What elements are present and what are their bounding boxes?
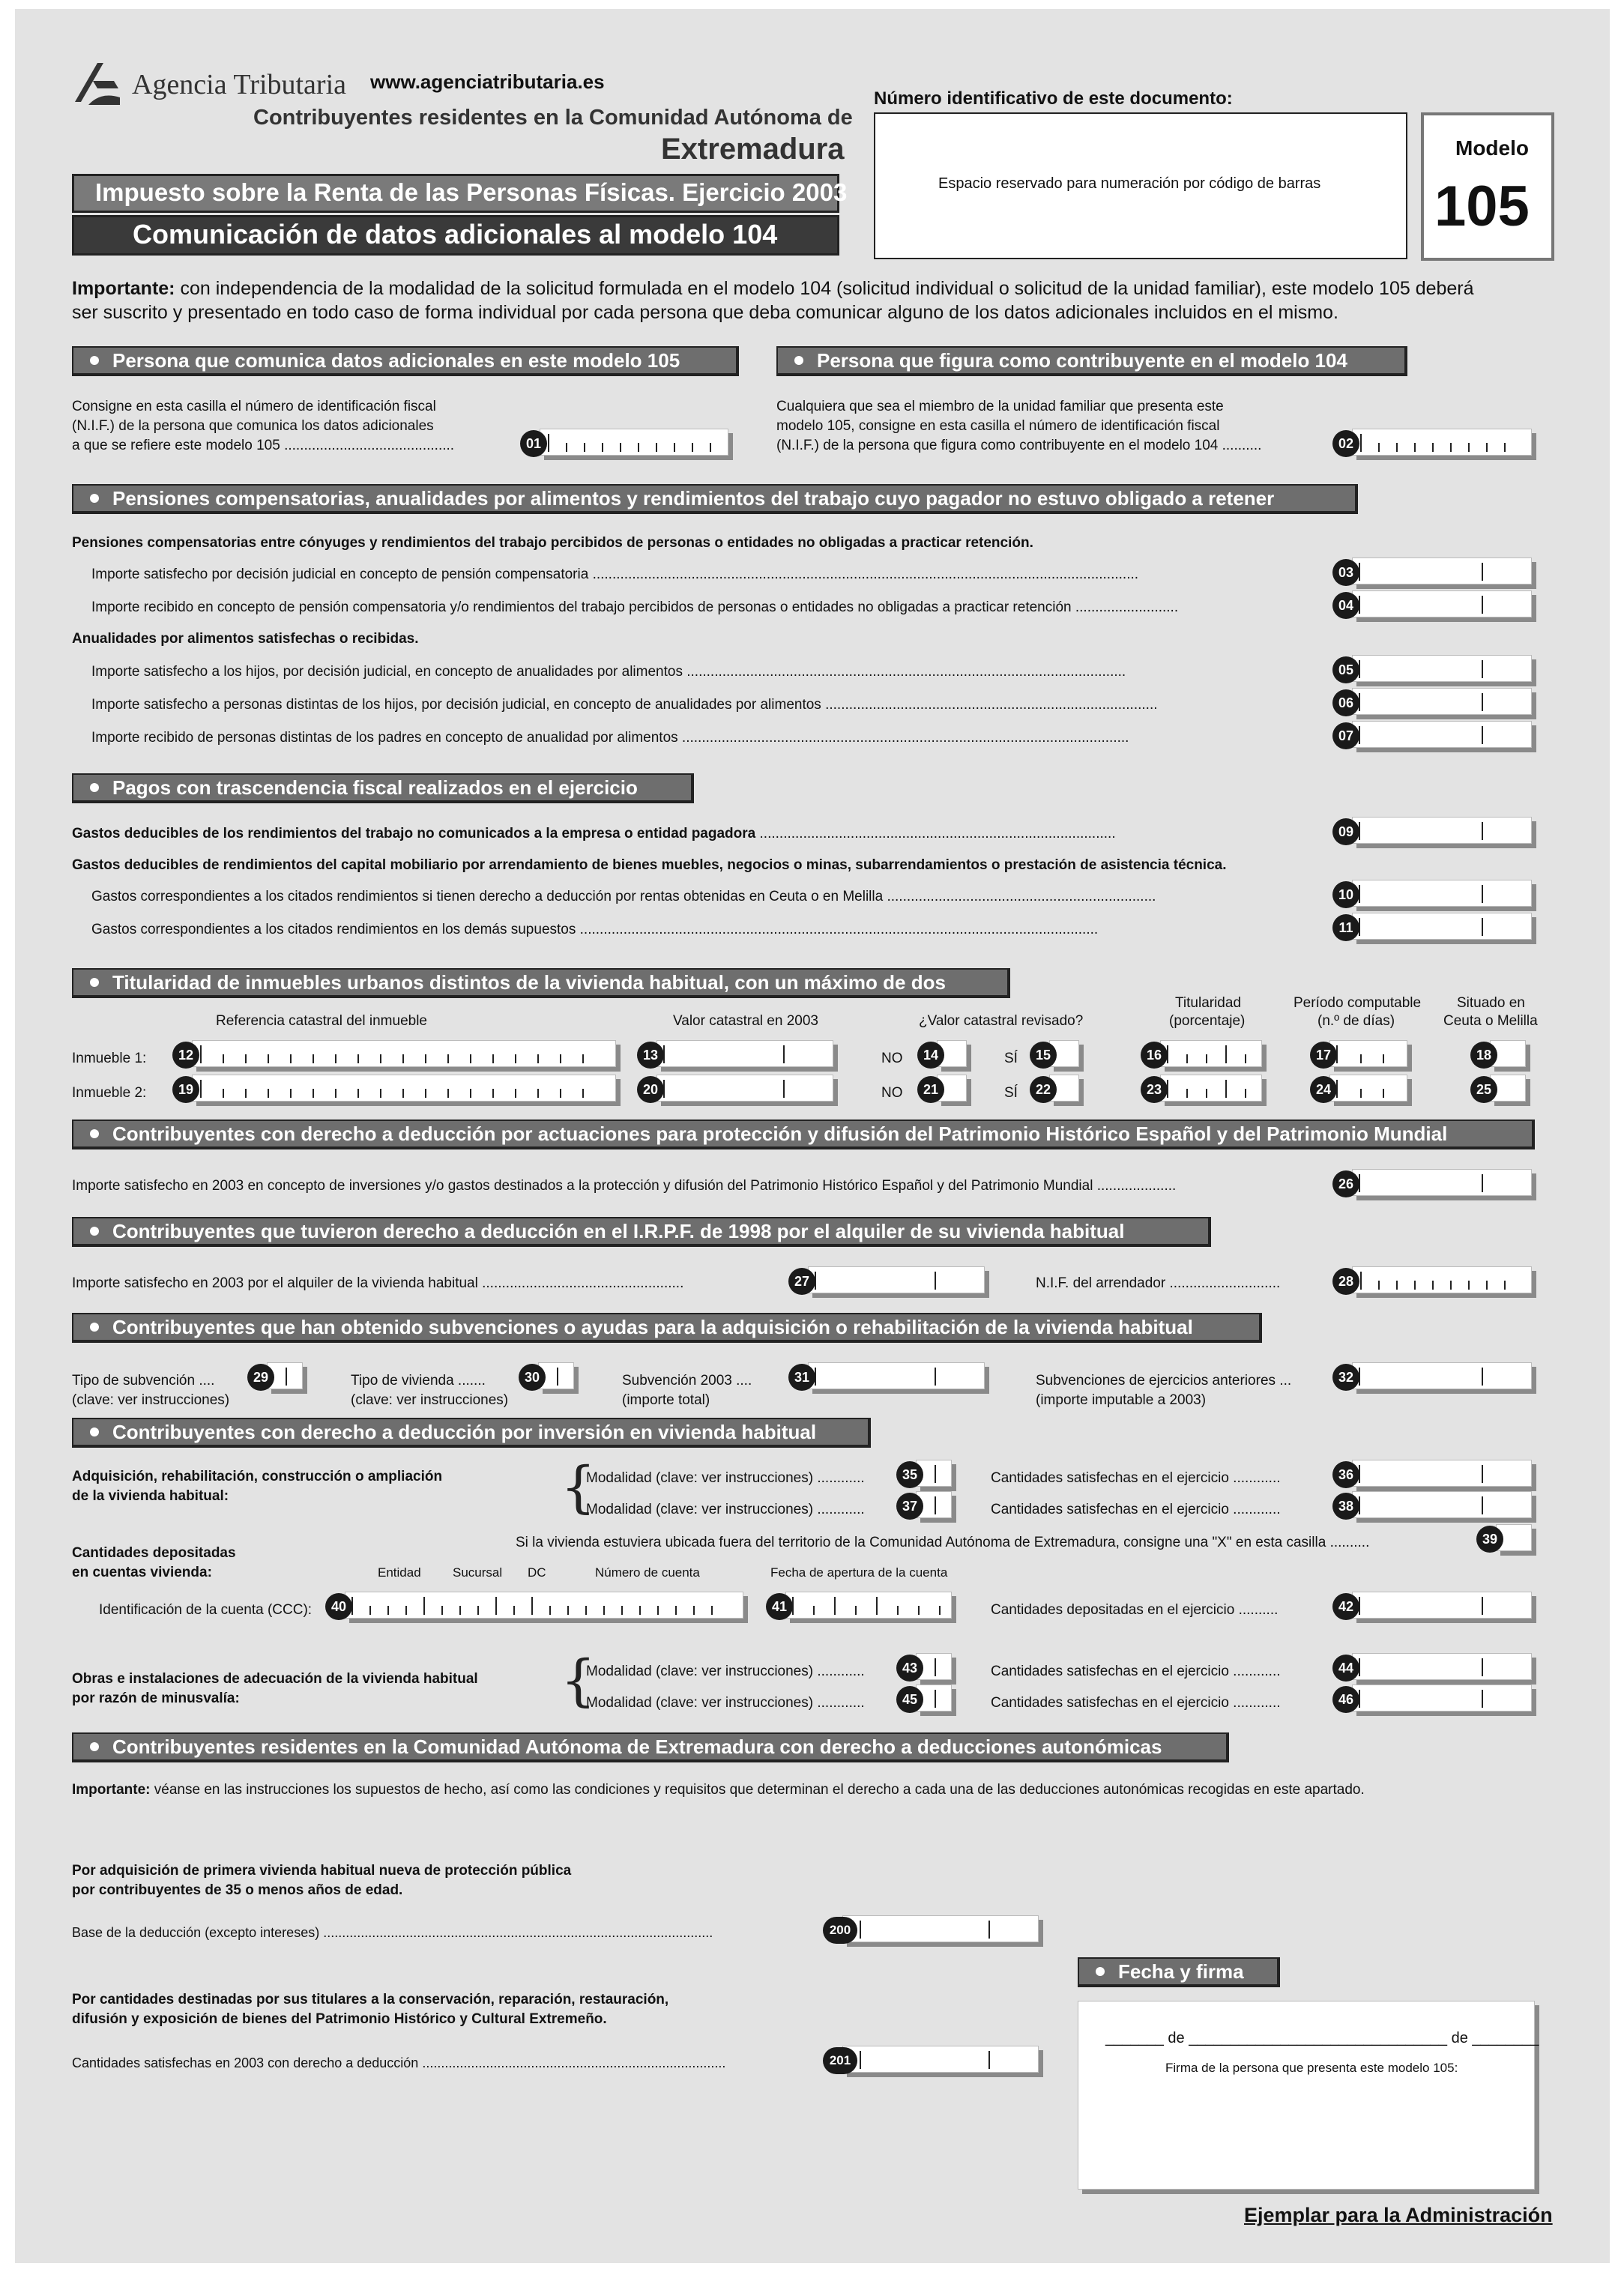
col-fecha: Fecha de apertura de la cuenta (770, 1565, 948, 1580)
agency-logo (70, 58, 124, 111)
section-title: Contribuyentes que han obtenido subvenciones o ayudas para la adquisición o rehabilitación de la vivienda habitual (112, 1316, 1193, 1338)
casilla-07: 07 (1332, 722, 1359, 749)
brace-icon: { (561, 1649, 597, 1713)
casilla-44: 44 (1332, 1655, 1359, 1682)
date-line: _______ de _______________________________ de ________ (1105, 2030, 1539, 2046)
primera-vivienda-heading2: por contribuyentes de 35 o menos años de edad. (72, 1882, 403, 1898)
amount-field-27[interactable] (808, 1266, 985, 1293)
no-label: NO (881, 1051, 903, 1066)
titularidad-field-23[interactable] (1160, 1075, 1262, 1102)
section-patrimonio (72, 1120, 1535, 1149)
amount-field-32[interactable] (1352, 1362, 1532, 1389)
casilla-29: 29 (247, 1364, 274, 1391)
casilla-06: 06 (1332, 689, 1359, 716)
casilla-13: 13 (637, 1042, 664, 1069)
casilla-10: 10 (1332, 881, 1359, 908)
casilla-25: 25 (1470, 1076, 1497, 1103)
persona-right-text1: Cualquiera que sea el miembro de la unidad familiar que presenta este (776, 399, 1224, 414)
casilla-22: 22 (1030, 1076, 1057, 1103)
pagos-heading: Gastos deducibles de rendimientos del capital mobiliario por arrendamiento de bienes muebles, negocios o minas, subarrendamientos o prestación de asistencia técnica. (72, 857, 1227, 873)
periodo-field-24[interactable] (1329, 1075, 1407, 1102)
section-pensiones (72, 484, 1358, 514)
signature-label: Firma de la persona que presenta este modelo 105: (1165, 2061, 1458, 2075)
importante-bold: Importante: (72, 1782, 151, 1798)
amount-field-36[interactable] (1352, 1460, 1532, 1487)
col-sucursal: Sucursal (453, 1565, 503, 1580)
casilla-31: 31 (788, 1364, 815, 1391)
fecha-field-41[interactable] (785, 1592, 952, 1619)
casilla-42: 42 (1332, 1593, 1359, 1620)
line-09-label: Gastos deducibles de los rendimientos del trabajo no comunicados a la empresa o entidad pagadora (72, 826, 756, 842)
casilla-41: 41 (766, 1593, 793, 1620)
patrimonio-ext-heading: Por cantidades destinadas por sus titulares a la conservación, reparación, restauración, (72, 1992, 669, 2007)
section-contribuyente (776, 346, 1407, 376)
casilla-38: 38 (1332, 1493, 1359, 1520)
valor-field-20[interactable] (656, 1075, 833, 1102)
section-title: Pagos con trascendencia fiscal realizados en el ejercicio (112, 776, 638, 799)
bullet-icon (90, 356, 99, 365)
amount-field-38[interactable] (1352, 1491, 1532, 1518)
line-07: Importe recibido de personas distintas de los padres en concepto de anualidad por alimentos ................................................................................................................. (91, 730, 1129, 746)
intro-text1: con independencia de la modalidad de la solicitud formulada en el modelo 104 (solicitud individual o solicitud de la unidad familiar), este modelo 105 deberá (180, 278, 1474, 299)
ccc-label: Identificación de la cuenta (CCC): (99, 1602, 313, 1618)
bullet-icon (90, 1129, 99, 1138)
bullet-icon (90, 783, 99, 792)
pensiones-heading1: Pensiones compensatorias entre cónyuges y rendimientos del trabajo percibidos de personas o entidades no obligadas a practicar retención. (72, 535, 1033, 551)
casilla-05: 05 (1332, 656, 1359, 683)
col-periodo: Período computable (1294, 995, 1422, 1011)
section-title: Contribuyentes con derecho a deducción por actuaciones para protección y difusión del Patrimonio Histórico Español y del Patrimonio Mundial (112, 1123, 1448, 1145)
ccc-field-40[interactable] (345, 1592, 743, 1619)
bullet-icon (794, 356, 803, 365)
section-pagos (72, 773, 694, 803)
casilla-26: 26 (1332, 1170, 1359, 1197)
cantidades-46-label: Cantidades satisfechas en el ejercicio ............ (991, 1695, 1281, 1711)
col-situado: Situado en (1457, 995, 1525, 1011)
section-inversion (72, 1418, 871, 1448)
autonomicas-importante (72, 1782, 1365, 1798)
casilla-16: 16 (1141, 1042, 1168, 1069)
si-label: SÍ (1004, 1085, 1018, 1101)
col-revisado: ¿Valor catastral revisado? (919, 1013, 1084, 1029)
primera-vivienda-heading: Por adquisición de primera vivienda habitual nueva de protección pública (72, 1863, 572, 1879)
bullet-icon (90, 1227, 99, 1236)
modelo-box (1421, 112, 1554, 261)
amount-field-31[interactable] (808, 1362, 985, 1389)
form-subtitle: Comunicación de datos adicionales al modelo 104 (72, 215, 839, 256)
line-10: Gastos correspondientes a los citados rendimientos si tienen derecho a deducción por rentas obtenidas en Ceuta o en Melilla .................................................................... (91, 889, 1156, 904)
section-subvenciones (72, 1313, 1262, 1343)
casilla-45: 45 (896, 1686, 923, 1713)
casilla-36: 36 (1332, 1461, 1359, 1488)
line-30-label: Tipo de vivienda ....... (351, 1373, 486, 1389)
amount-field-44[interactable] (1352, 1653, 1532, 1680)
bullet-icon (90, 494, 99, 503)
amount-field-04[interactable] (1352, 590, 1532, 617)
si-label: SÍ (1004, 1051, 1018, 1066)
referencia-field-12[interactable] (192, 1040, 616, 1067)
residents-line: Contribuyentes residentes en la Comunidad Autónoma de (253, 106, 853, 130)
line-06: Importe satisfecho a personas distintas de los hijos, por decisión judicial, en concepto de anualidades por alimentos .................................................................................... (91, 697, 1158, 713)
modalidad-45-label: Modalidad (clave: ver instrucciones) ............ (586, 1695, 865, 1711)
casilla-35: 35 (896, 1461, 923, 1488)
logo-text: Agencia Tributaria (132, 69, 347, 100)
amount-field-11[interactable] (1352, 913, 1532, 940)
depositadas-ejercicio-label: Cantidades depositadas en el ejercicio .......... (991, 1602, 1279, 1618)
casilla-01: 01 (520, 430, 547, 457)
amount-field-09[interactable] (1352, 817, 1532, 844)
col-titularidad-sub: (porcentaje) (1169, 1013, 1246, 1029)
nif-field-02[interactable] (1352, 429, 1532, 456)
modelo-number: 105 (1434, 175, 1530, 238)
footer-copy-label: Ejemplar para la Administración (1244, 2204, 1553, 2226)
line-30-sub: (clave: ver instrucciones) (351, 1392, 509, 1408)
section-title: Titularidad de inmuebles urbanos distintos de la vivienda habitual, con un máximo de dos (112, 971, 946, 994)
depositadas-label: Cantidades depositadas (72, 1545, 236, 1561)
doc-id-label: Número identificativo de este documento: (874, 88, 1233, 109)
line-09-dots: .......................................................................................... (759, 826, 1116, 842)
bullet-icon (90, 1323, 99, 1332)
casilla-23: 23 (1141, 1076, 1168, 1103)
casilla-43: 43 (896, 1655, 923, 1682)
casilla-32: 32 (1332, 1364, 1359, 1391)
line-27: Importe satisfecho en 2003 por el alquiler de la vivienda habitual ................................................... (72, 1275, 684, 1291)
intro-line1 (72, 277, 1474, 300)
bullet-icon (90, 1427, 99, 1436)
casilla-30: 30 (519, 1364, 546, 1391)
section-title: Contribuyentes que tuvieron derecho a deducción en el I.R.P.F. de 1998 por el alquiler de su vivienda habitual (112, 1220, 1125, 1242)
line-29-sub: (clave: ver instrucciones) (72, 1392, 230, 1408)
persona-left-text1: Consigne en esta casilla el número de identificación fiscal (72, 399, 436, 414)
amount-field-10[interactable] (1352, 880, 1532, 907)
cantidades-36-label: Cantidades satisfechas en el ejercicio ............ (991, 1470, 1281, 1486)
referencia-field-19[interactable] (192, 1075, 616, 1102)
form-title: Impuesto sobre la Renta de las Personas Físicas. Ejercicio 2003 (72, 174, 839, 213)
casilla-200: 200 (823, 1917, 857, 1944)
section-autonomicas (72, 1732, 1229, 1762)
modalidad-37-label: Modalidad (clave: ver instrucciones) ............ (586, 1502, 865, 1517)
casilla-40: 40 (325, 1593, 352, 1620)
barcode-area (874, 112, 1407, 259)
modelo-label: Modelo (1455, 136, 1529, 160)
casilla-27: 27 (788, 1268, 815, 1295)
modalidad-35-label: Modalidad (clave: ver instrucciones) ............ (586, 1470, 865, 1486)
line-201: Cantidades satisfechas en 2003 con derecho a deducción ................................................................................. (72, 2055, 726, 2070)
line-32-label: Subvenciones de ejercicios anteriores ... (1036, 1373, 1292, 1389)
casilla-46: 46 (1332, 1686, 1359, 1713)
casilla-17: 17 (1310, 1042, 1337, 1069)
persona-right-text3: (N.I.F.) de la persona que figura como contribuyente en el modelo 104 .......... (776, 438, 1262, 453)
amount-field-200[interactable] (842, 1915, 1039, 1942)
periodo-field-17[interactable] (1329, 1040, 1407, 1067)
importante-text: véanse en las instrucciones los supuestos de hecho, así como las condiciones y requisitos que determinan el derecho a cada una de las deducciones autonómicas recogidas en este apartado. (154, 1782, 1365, 1798)
line-200: Base de la deducción (excepto intereses) ........................................................................................................ (72, 1925, 713, 1940)
col-cuenta: Número de cuenta (595, 1565, 700, 1580)
line-04: Importe recibido en concepto de pensión compensatoria y/o rendimientos del trabajo percibidos de personas o entidades no obligadas a practicar retención .......................... (91, 599, 1179, 615)
line-29-label: Tipo de subvención .... (72, 1373, 215, 1389)
col-periodo-sub: (n.º de días) (1317, 1013, 1395, 1029)
depositadas-label2: en cuentas vivienda: (72, 1565, 212, 1580)
persona-left-text3: a que se refiere este modelo 105 ........................................... (72, 438, 455, 453)
line-28: N.I.F. del arrendador ............................ (1036, 1275, 1281, 1291)
bullet-icon (1096, 1967, 1105, 1976)
intro-bold: Importante: (72, 278, 175, 299)
persona-left-text2: (N.I.F.) de la persona que comunica los datos adicionales (72, 418, 434, 434)
line-09 (72, 826, 1116, 842)
obras-label: Obras e instalaciones de adecuación de la vivienda habitual (72, 1671, 478, 1687)
section-title: Pensiones compensatorias, anualidades por alimentos y rendimientos del trabajo cuyo pagador no estuvo obligado a retener (112, 487, 1275, 510)
casilla-04: 04 (1332, 592, 1359, 619)
amount-field-42[interactable] (1352, 1592, 1532, 1619)
casilla-18: 18 (1470, 1042, 1497, 1069)
line-31-sub: (importe total) (622, 1392, 710, 1408)
col-titularidad: Titularidad (1175, 995, 1242, 1011)
amount-field-46[interactable] (1352, 1685, 1532, 1711)
amount-field-06[interactable] (1352, 688, 1532, 715)
casilla-09: 09 (1332, 818, 1359, 845)
fuera-label: Si la vivienda estuviera ubicada fuera del territorio de la Comunidad Autónoma de Extremadura, consigne una "X" en esta casilla .......... (516, 1535, 1370, 1550)
col-situado-sub: Ceuta o Melilla (1443, 1013, 1538, 1029)
line-32-sub: (importe imputable a 2003) (1036, 1392, 1207, 1408)
section-alquiler (72, 1217, 1211, 1247)
website: www.agenciatributaria.es (370, 70, 605, 93)
adquisicion-label2: de la vivienda habitual: (72, 1488, 229, 1504)
brace-icon: { (561, 1455, 597, 1520)
cantidades-38-label: Cantidades satisfechas en el ejercicio ............ (991, 1502, 1281, 1517)
persona-right-text2: modelo 105, consigne en esta casilla el número de identificación fiscal (776, 418, 1220, 434)
col-referencia: Referencia catastral del inmueble (216, 1013, 427, 1029)
casilla-12: 12 (172, 1042, 199, 1069)
section-title: Contribuyentes con derecho a deducción por inversión en vivienda habitual (112, 1421, 817, 1443)
section-title: Fecha y firma (1118, 1960, 1244, 1983)
line-11: Gastos correspondientes a los citados rendimientos en los demás supuestos ................................................................................................................................... (91, 922, 1099, 937)
cantidades-44-label: Cantidades satisfechas en el ejercicio ............ (991, 1664, 1281, 1679)
inmueble-2-label: Inmueble 2: (72, 1085, 147, 1101)
section-persona (72, 346, 739, 376)
line-05: Importe satisfecho a los hijos, por decisión judicial, en concepto de anualidades por alimentos ............................................................................................................... (91, 664, 1126, 680)
col-dc: DC (528, 1565, 546, 1580)
modalidad-43-label: Modalidad (clave: ver instrucciones) ............ (586, 1664, 865, 1679)
casilla-24: 24 (1310, 1076, 1337, 1103)
casilla-28: 28 (1332, 1268, 1359, 1295)
section-title: Persona que figura como contribuyente en el modelo 104 (817, 349, 1347, 372)
amount-field-03[interactable] (1352, 558, 1532, 584)
region-name: Extremadura (661, 133, 845, 166)
casilla-37: 37 (896, 1493, 923, 1520)
amount-field-201[interactable] (842, 2046, 1039, 2073)
bullet-icon (90, 978, 99, 987)
casilla-39: 39 (1476, 1526, 1503, 1553)
casilla-201: 201 (823, 2047, 857, 2074)
col-valor: Valor catastral en 2003 (673, 1013, 818, 1029)
line-26: Importe satisfecho en 2003 en concepto de inversiones y/o gastos destinados a la protección y difusión del Patrimonio Histórico Español y del Patrimonio Mundial .................... (72, 1178, 1177, 1194)
signature-box[interactable] (1078, 2001, 1539, 2190)
no-label: NO (881, 1085, 903, 1101)
patrimonio-ext-heading2: difusión y exposición de bienes del Patrimonio Histórico y Cultural Extremeño. (72, 2011, 607, 2027)
casilla-19: 19 (172, 1076, 199, 1103)
casilla-21: 21 (917, 1076, 944, 1103)
col-entidad: Entidad (378, 1565, 421, 1580)
adquisicion-label: Adquisición, rehabilitación, construcción o ampliación (72, 1469, 443, 1484)
titularidad-field-16[interactable] (1160, 1040, 1262, 1067)
inmueble-1-label: Inmueble 1: (72, 1051, 147, 1066)
line-03: Importe satisfecho por decisión judicial en concepto de pensión compensatoria .......................................................................................................................................... (91, 567, 1139, 582)
line-31-label: Subvención 2003 .... (622, 1373, 752, 1389)
casilla-03: 03 (1332, 559, 1359, 586)
casilla-11: 11 (1332, 914, 1359, 941)
amount-field-05[interactable] (1352, 655, 1532, 682)
casilla-15: 15 (1030, 1042, 1057, 1069)
amount-field-26[interactable] (1352, 1169, 1532, 1196)
valor-field-13[interactable] (656, 1040, 833, 1067)
amount-field-07[interactable] (1352, 721, 1532, 748)
section-firma (1078, 1957, 1280, 1987)
casilla-20: 20 (637, 1076, 664, 1103)
pensiones-heading2: Anualidades por alimentos satisfechas o recibidas. (72, 631, 419, 647)
section-title: Persona que comunica datos adicionales en este modelo 105 (112, 349, 680, 372)
nif-field-01[interactable] (540, 429, 728, 456)
section-title: Contribuyentes residentes en la Comunidad Autónoma de Extremadura con derecho a deducciones autonómicas (112, 1735, 1162, 1758)
casilla-14: 14 (917, 1042, 944, 1069)
barcode-text: Espacio reservado para numeración por código de barras (938, 175, 1321, 192)
casilla-02: 02 (1332, 430, 1359, 457)
bullet-icon (90, 1742, 99, 1751)
intro-line2: ser suscrito y presentado en todo caso de forma individual por cada persona que deba comunicar alguno de los datos adicionales incluidos en el mismo. (72, 302, 1338, 323)
nif-field-28[interactable] (1352, 1266, 1532, 1293)
form-page (15, 9, 1610, 2263)
obras-label2: por razón de minusvalía: (72, 1691, 240, 1706)
section-inmuebles (72, 968, 1010, 998)
